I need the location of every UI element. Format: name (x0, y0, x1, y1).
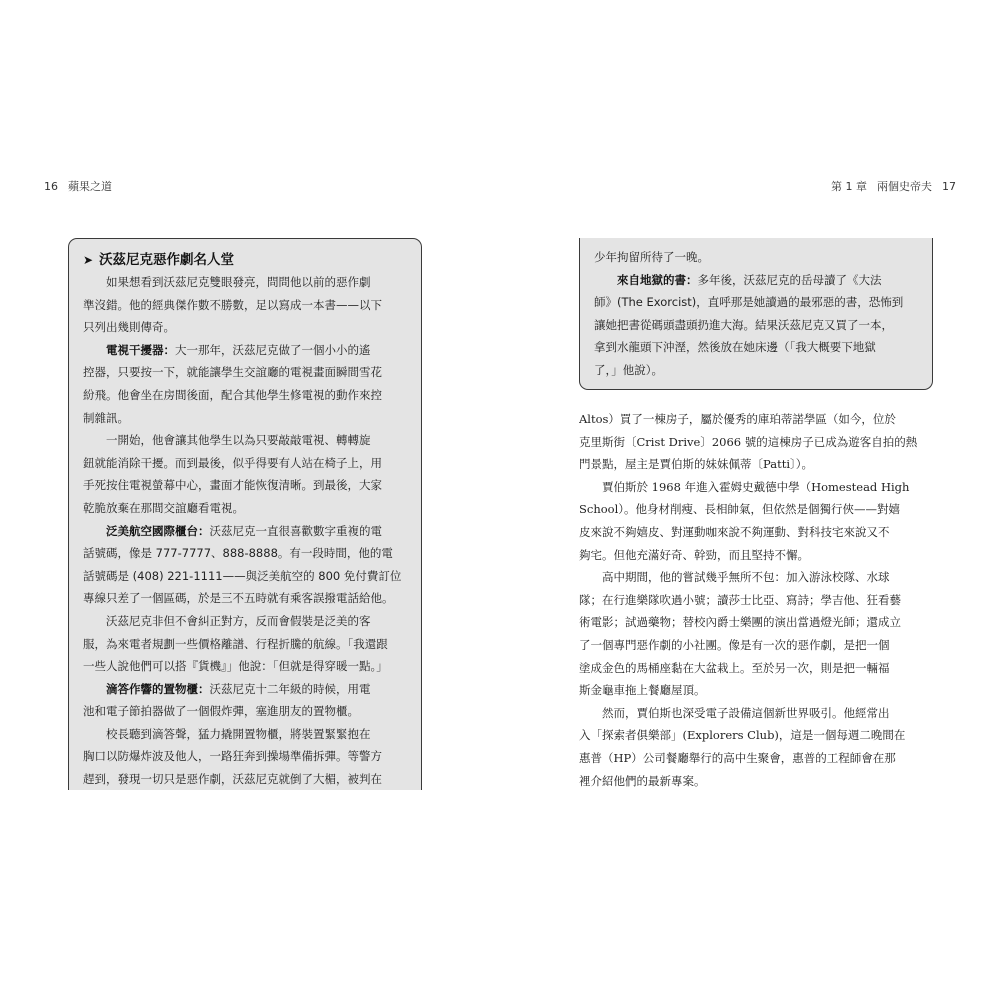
sidebar-panam: 泛美航空國際櫃台：沃茲尼克一直很喜歡數字重複的電 話號碼，像是 777-7777、888-8888。有一段時間，他的電 話號碼是 (408) 221-1111——與泛美航空的 800 免付費訂位 專線只差了一個區碼，於是三不五時就有乘客誤撥電話給他。 (83, 523, 402, 606)
sidebar-continued: 少年拘留所待了一晚。 (594, 250, 709, 264)
sidebar-box-right (579, 238, 933, 390)
paragraph-4: 然而，賈伯斯也深受電子設備這個新世界吸引。他經常出 入「探索者俱樂部」(Explorers Club)，這是一個每週二晚間在 惠普（HP）公司餐廳舉行的高中生聚會，惠普的工程師會在那 裡介紹他們的最新專案。 (579, 705, 906, 788)
page-number-left: 16 (44, 180, 58, 193)
main-body-text (579, 408, 936, 792)
running-header-right (831, 178, 956, 194)
panam-heading: 泛美航空國際櫃台： (106, 523, 210, 538)
paragraph-3: 高中期間，他的嘗試幾乎無所不包：加入游泳校隊、水球 隊；在行進樂隊吹過小號；讀莎士比亞、寫詩；學吉他、狂看藝 術電影；試過藥物；替校內爵士樂團的演出當過燈光師；還成立 了一個專門惡作劇的小社團。像是有一次的惡作劇，是把一個 塗成金色的馬桶座黏在大盆栽上。至於另一次，則是把一輛福 斯金龜車拖上餐廳屋頂。 (579, 570, 901, 698)
paragraph-1: Altos）買了一棟房子，屬於優秀的庫珀蒂諾學區（如今，位於 克里斯街〔Crist Drive〕2066 號的這棟房子已成為遊客自拍的熱 門景點，屋主是賈伯斯的妹妹佩蒂〔Patti〕）。 (579, 412, 918, 472)
sidebar-intro: 如果想看到沃茲尼克雙眼發亮，問問他以前的惡作劇 準沒錯。他的經典傑作數不勝數，足以寫成一本書——以下 只列出幾則傳奇。 (83, 275, 382, 335)
arrow-bullet-icon: ➤ (83, 253, 94, 267)
sidebar-locker: 滴答作響的置物櫃：沃茲尼克十二年級的時候，用電 池和電子節拍器做了一個假炸彈，塞進朋友的置物櫃。 (83, 681, 371, 719)
sidebar-title: ➤ 沃茲尼克惡作劇名人堂 (83, 252, 235, 268)
exorcist-heading: 來自地獄的書： (617, 272, 698, 287)
sidebar-tv-jammer: 電視干擾器：大一那年，沃茲尼克做了一個小小的遙 控器，只要按一下，就能讓學生交誼廳的電視畫面瞬間雪花 紛飛。他會坐在房間後面，配合其他學生修電視的動作來控 制雜訊。 (83, 342, 382, 425)
page-number-right: 17 (942, 180, 956, 193)
chapter-title: 兩個史帝夫 (877, 180, 932, 193)
paragraph-2: 賈伯斯於 1968 年進入霍姆史戴德中學（Homestead High School）。他身材削瘦、長相帥氣，但依然是個獨行俠——對嬉 皮來說不夠嬉皮、對運動咖來說不夠運動、對科技宅來說又不 夠宅。但他充滿好奇、幹勁，而且堅持不懈。 (579, 479, 910, 562)
locker-heading: 滴答作響的置物櫃： (106, 681, 210, 696)
sidebar-tv-jammer-continued: 一開始，他會讓其他學生以為只要敲敲電視、轉轉旋 鈕就能消除干擾。而到最後，似乎得要有人站在椅子上，用 手死按住電視螢幕中心，畫面才能恢復清晰。到最後，大家 乾脆放棄在那間交誼廳看電視。 (83, 433, 382, 515)
running-header-left (44, 178, 112, 194)
sidebar-panam-continued: 沃茲尼克非但不會糾正對方，反而會假裝是泛美的客 服，為來電者規劃一些價格離譜、行程折騰的航線。「我還跟 一些人說他們可以搭『貨機』」他說：「但就是得穿暖一點。」 (83, 613, 388, 674)
sidebar-locker-continued: 校長聽到滴答聲，猛力撬開置物櫃，將裝置緊緊抱在 胸口以防爆炸波及他人，一路狂奔到操場準備拆彈。等警方 趕到，發現一切只是惡作劇，沃茲尼克就倒了大楣，被判在 (83, 726, 382, 787)
sidebar-exorcist: 來自地獄的書：多年後，沃茲尼克的岳母讀了《大法 師》(The Exorcist)，直呼那是她讀過的最邪惡的書，恐怖到 讓她把書從碼頭盡頭扔進大海。結果沃茲尼克又買了一本， 拿到水龍頭下沖溼，然後放在她床邊（「我大概要下地獄 了，」他說）。 (594, 272, 904, 377)
chapter-number: 第 1 章 (831, 180, 867, 193)
book-title: 蘋果之道 (68, 180, 112, 193)
sidebar-box-left (68, 238, 422, 790)
tv-jammer-heading: 電視干擾器： (106, 342, 175, 357)
